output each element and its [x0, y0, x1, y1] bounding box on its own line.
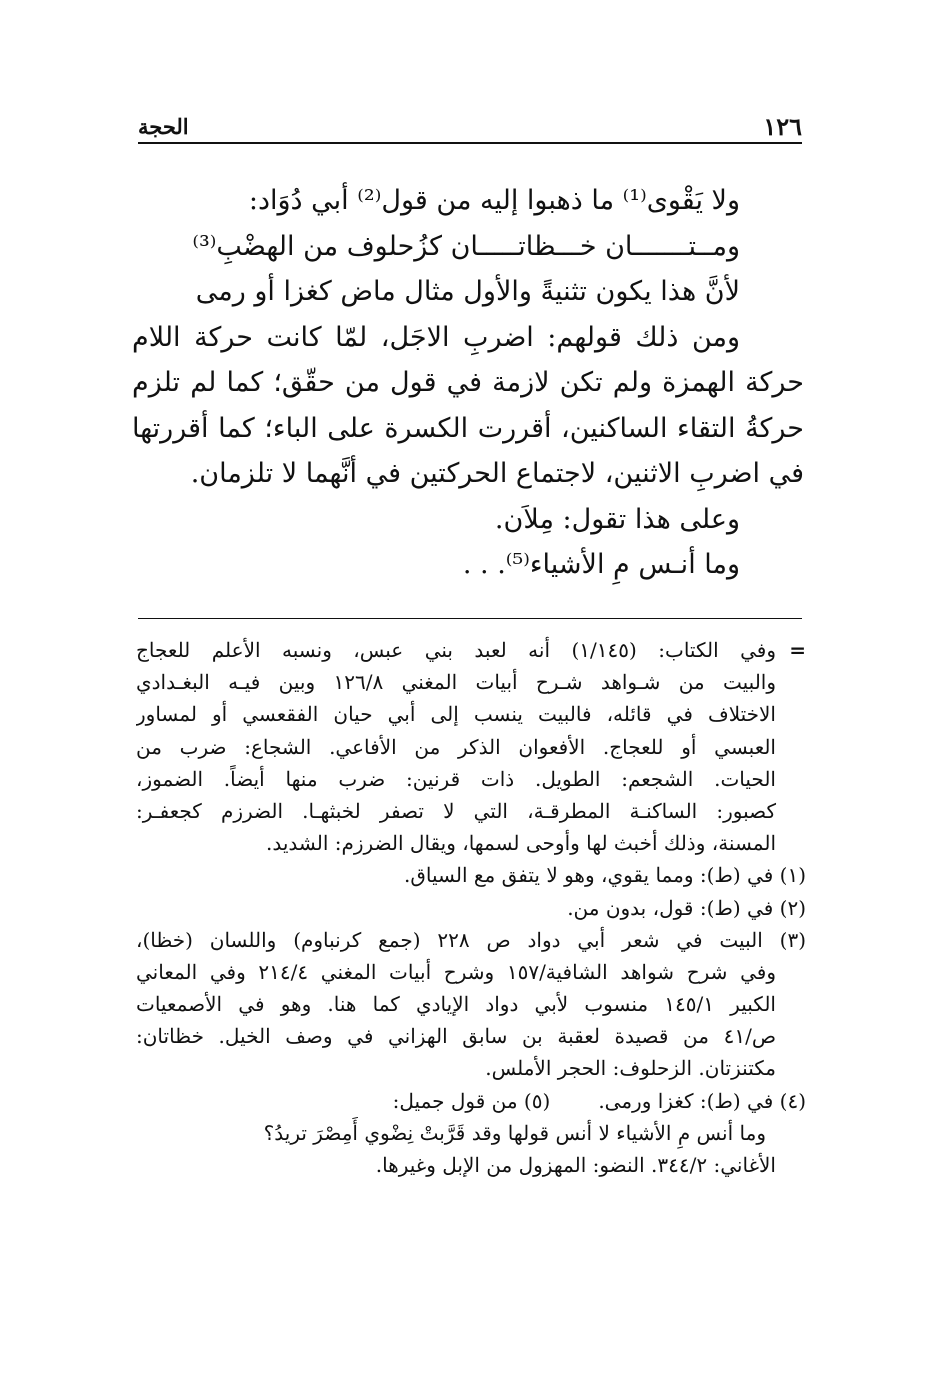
main-line-1: ولا يَقْوى⁽¹⁾ ما ذهبوا إليه من قول⁽²⁾ أبي دُوَاد: [248, 185, 740, 216]
footnote-continued-line-7: المسنة، وذلك أخبث لها وأوحى لسمها، ويقال الضرزم: الشديد. [266, 831, 776, 856]
main-line-6: حركةُ التقاء الساكنين، أقررت الكسرة على الباء؛ كما أقررتها [132, 412, 804, 444]
footnote-continued-line-6: كصبور: الساكنـة المطرقـة، التي لا تصفر لخبثهـا. الضرزم كجعفـر: [136, 798, 776, 823]
main-line-9: وما أنـس مِ الأشياء⁽⁵⁾. . . [462, 549, 740, 580]
footnote-5-verse: وما أنس مِ الأشياء لا أنس قولها وقد قَرَّبتْ نِضْوي أَمِصْرَ تريدُ؟ [263, 1120, 766, 1145]
footnote-5-source: الأغاني: ٣٤٤/٢. النضو: المهزول من الإبل وغيرها. [375, 1153, 776, 1177]
footnote-continued-line-2: والبيت من شـواهد شـرح أبيات المغني ١٢٦/٨ وبين فيـه البغـدادي [136, 670, 777, 695]
footnote-3-line-4: ص/٤١ من قصيدة لعقبة بن سابق الهزاني في وصف الخيل. خظاتان: [136, 1024, 776, 1049]
footnote-1: (١) في (ط): ومما يقوي، وهو لا يتفق مع السياق. [404, 863, 806, 888]
page-number: ١٢٦ [763, 112, 802, 141]
footnote-separator [138, 618, 802, 619]
main-text [132, 178, 804, 588]
continuation-mark: = [789, 638, 806, 662]
footnote-continued-line-1: =وفي الكتاب: (١/١٤٥) أنه لعبد بني عبس، ونسبه الأعلم للعجاج [136, 634, 806, 666]
footnote-2: (٢) في (ط): قول، بدون من. [567, 895, 806, 920]
running-title: الحجة [138, 114, 189, 139]
main-line-5: حركة الهمزة ولم تكن لازمة في قول من حقّق؛ كما لم تلزم [132, 367, 804, 398]
main-line-2: ومــتـــــــان خـــظاتـــــان كزُحلوف من الهضْبِ⁽³⁾ [192, 230, 740, 262]
main-line-8: وعلى هذا تقول: مِلاَن. [494, 503, 740, 535]
footnote-continued-line-5: الحيات. الشجعم: الطويل. ذات قرنين: ضرب منها أيضاً. الضموز، [136, 766, 776, 791]
footnotes-4-5 [136, 1085, 806, 1117]
main-line-4: ومن ذلك قولهم: اضربِ الاجَل، لمّا كانت حركة اللام [132, 321, 740, 353]
main-line-3: لأنَّ هذا يكون تثنيةً والأول مثال ماض كغزا أو رمى [195, 276, 740, 307]
footnote-5: (٥) من قول جميل: [392, 1088, 551, 1113]
footnote-3-line-2: وفي شرح شواهد الشافية/١٥٧ وشرح أبيات المغني ٢١٤/٤ وفي المعاني [136, 959, 776, 984]
footnote-continued-line-3: الاختلاف في قائله، فالبيت ينسب إلى أبي حيان الفقعسي أو لمساور [136, 702, 776, 727]
footnote-3-line-3: الكبير ١٤٥/١ منسوب لأبي دواد الإيادي كما هنا. وهو في الأصمعيات [136, 992, 776, 1017]
header-rule [138, 142, 802, 144]
main-line-7: في اضربِ الاثنين، لاجتماع الحركتين في أنَّهما لا تلزمان. [190, 458, 804, 489]
page-header [138, 110, 802, 144]
footnote-3-line-5: مكتنزتان. الزحلوف: الحجر الأملس. [485, 1056, 776, 1081]
footnote-3: (٣) البيت في شعر أبي دواد ص ٢٢٨ (جمع كرنباوم) واللسان (خظا)، [136, 927, 806, 952]
footnote-continued-line-4: العبسي أو للعجاج. الأفعوان الذكر من الأفاعي. الشجاع: ضرب من [136, 734, 776, 759]
footnotes [136, 634, 806, 1181]
footnote-4: (٤) في (ط): كغزا ورمى. [598, 1088, 806, 1113]
